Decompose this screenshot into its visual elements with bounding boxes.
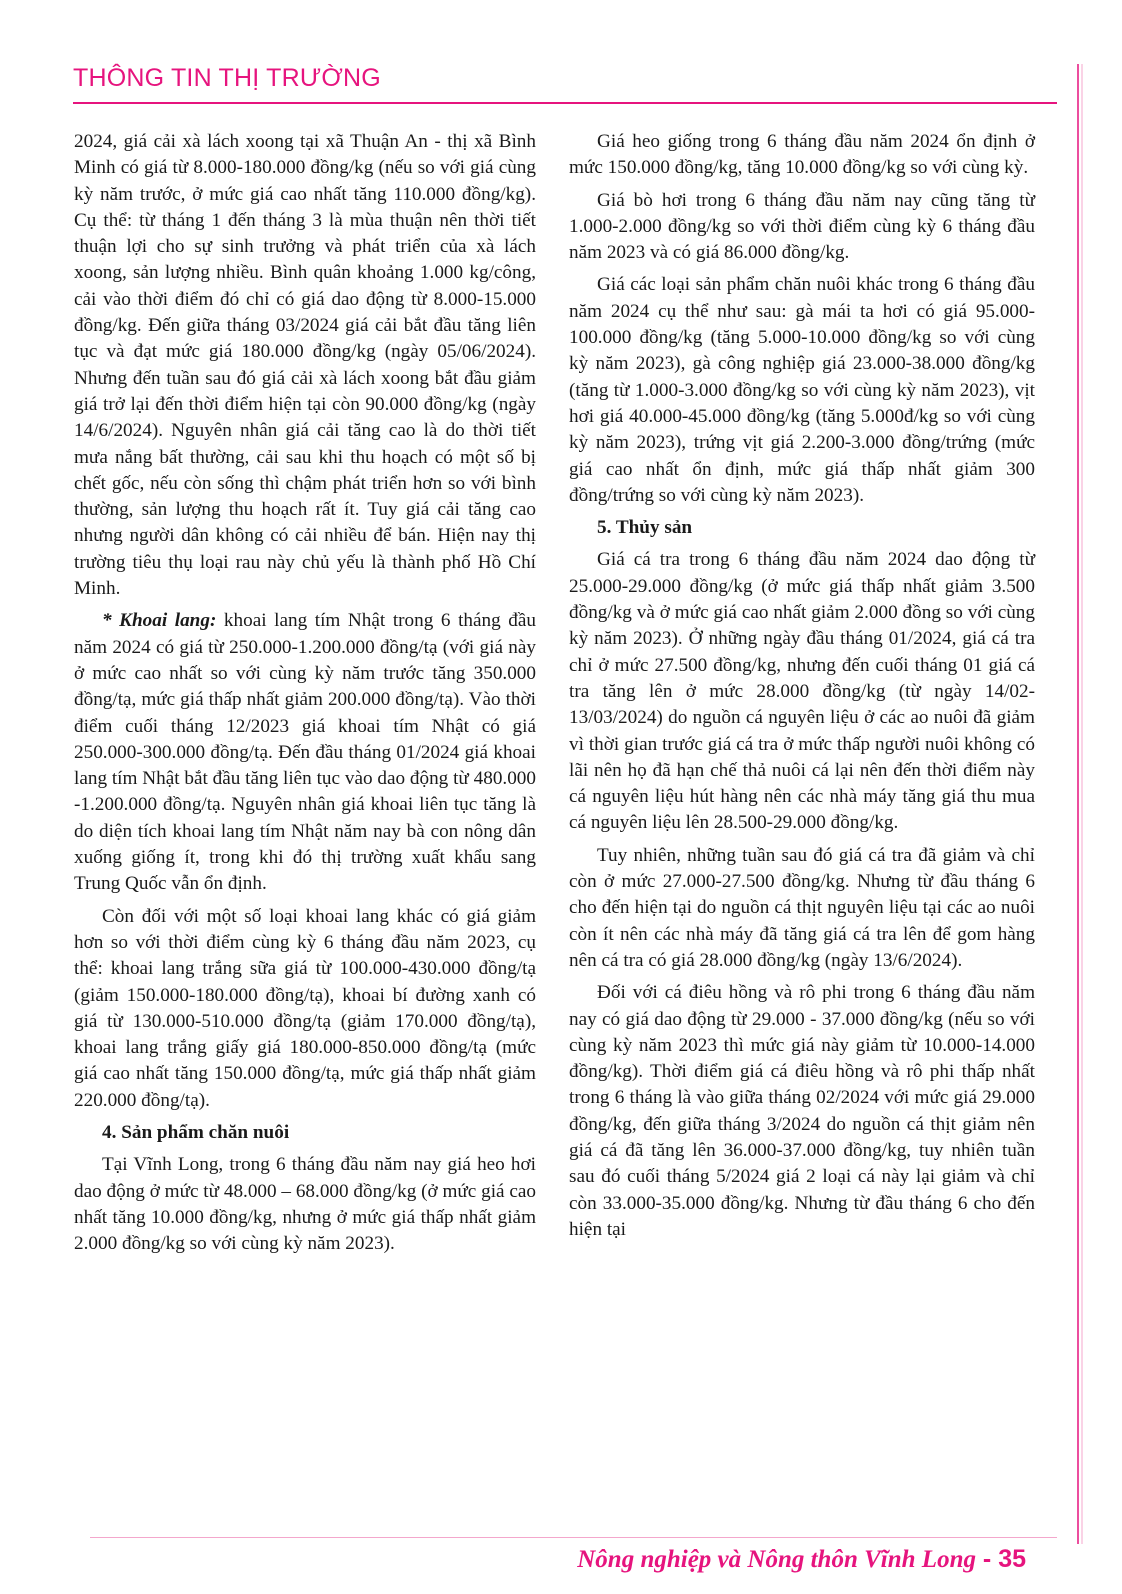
paragraph-khoai-lang <box>74 608 536 897</box>
heading-san-pham-chan-nuoi: 4. Sản phẩm chăn nuôi <box>102 1121 290 1143</box>
footer-divider <box>90 1537 1057 1538</box>
paragraph-ca-tra: Giá cá tra trong 6 tháng đầu năm 2024 dao động từ 25.000-29.000 đồng/kg (ở mức giá thấp nhất giảm 3.500 đồng/kg và ở mức giá cao nhất giảm 2.000 đồng so với cùng kỳ năm 2023). Ở những ngày đầu tháng 01/2024, giá cá tra chỉ ở mức 27.500 đồng/kg, nhưng đến cuối tháng 01 giá cá tra tăng lên ở mức 28.000 đồng/kg (từ ngày 14/02-13/03/2024) do nguồn cá nguyên liệu ở các ao nuôi đã giảm vì thời gian trước giá cá tra ở mức thấp người nuôi không có lãi nên họ đã hạn chế thả nuôi cá lại nên đến thời điểm này cá nguyên liệu hút hàng nên các nhà máy tăng giá thu mua cá nguyên liệu lên 28.500-29.000 đồng/kg. <box>569 549 1035 834</box>
section-title: THÔNG TIN THỊ TRƯỜNG <box>73 64 381 92</box>
page-footer <box>577 1545 1026 1574</box>
footer-separator: - <box>975 1545 999 1573</box>
paragraph-chan-nuoi-khac: Giá các loại sản phẩm chăn nuôi khác trong 6 tháng đầu năm 2024 cụ thể như sau: gà mái ta hơi có giá 95.000-100.000 đồng/kg (tăng 5.000-10.000 đồng/kg so với cùng kỳ năm 2023), gà công nghiệp giá 23.000-38.000 đồng/kg (tăng từ 1.000-3.000 đồng/kg so với cùng kỳ năm 2023), vịt hơi giá 40.000-45.000 đồng/kg (tăng 5.000đ/kg so với cùng kỳ năm 2023), trứng vịt giá 2.200-3.000 đồng/trứng (mức giá cao nhất ổn định, mức giá thấp nhất giảm 300 đồng/trứng so với cùng kỳ năm 2023). <box>569 274 1035 506</box>
right-margin-rule <box>1076 64 1084 1544</box>
page-number: 35 <box>998 1545 1026 1573</box>
left-column <box>74 129 536 1263</box>
publication-name: Nông nghiệp và Nông thôn Vĩnh Long <box>577 1546 976 1573</box>
right-column <box>569 129 1035 1249</box>
paragraph-xa-lach-xoong: 2024, giá cải xà lách xoong tại xã Thuận An - thị xã Bình Minh có giá từ 8.000-180.000 đồng/kg (nếu so với giá cùng kỳ năm trước, ở mức giá cao nhất tăng 110.000 đồng/kg). Cụ thể: từ tháng 1 đến tháng 3 là mùa thuận nên thời tiết thuận lợi cho sự sinh trưởng và phát triển của xà lách xoong, sản lượng nhiều. Bình quân khoảng 1.000 kg/công, cải vào thời điểm đó chỉ có giá dao động từ 8.000-15.000 đồng/kg. Đến giữa tháng 03/2024 giá cải bắt đầu tăng liên tục và đạt mức giá 180.000 đồng/kg (ngày 05/06/2024). Nhưng đến tuần sau đó giá cải xà lách xoong bắt đầu giảm giá trở lại đến thời điểm hiện tại còn 90.000 đồng/kg (ngày 14/6/2024). Nguyên nhân giá cải tăng cao là do thời tiết mưa nắng bất thường, cải sau khi thu hoạch có một số bị chết gốc, nếu còn sống thì chậm phát triển hơn so với bình thường, sản lượng thu hoạch rất ít. Tuy giá cải tăng cao nhưng người dân không có cải nhiều để bán. Hiện nay thị trường tiêu thụ loại rau này chủ yếu là thành phố Hồ Chí Minh. <box>74 131 536 600</box>
paragraph-dieu-hong-ro-phi: Đối với cá điêu hồng và rô phi trong 6 tháng đầu năm nay có giá dao động từ 29.000 - 37.000 đồng/kg (nếu so với cùng kỳ năm 2023 thì mức giá này giảm từ 10.000-14.000 đồng/kg). Thời điểm giá cá điêu hồng và rô phi thấp nhất trong 6 tháng là vào giữa tháng 02/2024 với mức giá 29.000 đồng/kg, đến giữa tháng 3/2024 do nguồn cá thịt giảm nên giá cá đã tăng lên 36.000-37.000 đồng/kg, tuy nhiên tuần sau đó cuối tháng 5/2024 giá 2 loại cá này lại giảm và chỉ còn 33.000-35.000 đồng/kg. Nhưng từ đầu tháng 6 cho đến hiện tại <box>569 982 1035 1240</box>
paragraph-heo-giong: Giá heo giống trong 6 tháng đầu năm 2024 ổn định ở mức 150.000 đồng/kg, tăng 10.000 đồng/kg so với cùng kỳ. <box>569 131 1035 179</box>
header-divider <box>73 102 1057 104</box>
heading-thuy-san: 5. Thủy sản <box>597 517 693 539</box>
khoai-lang-text: khoai lang tím Nhật trong 6 tháng đầu năm 2024 có giá từ 250.000-1.200.000 đồng/tạ (với giá này ở mức cao nhất so với cùng kỳ năm trước tăng 350.000 đồng/tạ, mức giá thấp nhất giảm 200.000 đồng/tạ). Vào thời điểm cuối tháng 12/2023 giá khoai tím Nhật có giá 250.000-300.000 đồng/tạ. Đến đầu tháng 01/2024 giá khoai lang tím Nhật bắt đầu tăng liên tục vào dao động từ 480.000 -1.200.000 đồng/tạ. Nguyên nhân giá khoai liên tục tăng là do diện tích khoai lang tím Nhật năm nay bà con nông dân xuống giống ít, trong khi đó thị trường xuất khẩu sang Trung Quốc vẫn ổn định. <box>74 610 536 895</box>
paragraph-heo-hoi: Tại Vĩnh Long, trong 6 tháng đầu năm nay giá heo hơi dao động ở mức từ 48.000 – 68.000 đồng/kg (ở mức giá cao nhất tăng 10.000 đồng/kg, nhưng ở mức giá thấp nhất giảm 2.000 đồng/kg so với cùng kỳ năm 2023). <box>74 1154 536 1255</box>
paragraph-bo-hoi: Giá bò hơi trong 6 tháng đầu năm nay cũng tăng từ 1.000-2.000 đồng/kg so với thời điểm cùng kỳ 6 tháng đầu năm 2023 và có giá 86.000 đồng/kg. <box>569 189 1035 264</box>
paragraph-ca-tra-later: Tuy nhiên, những tuần sau đó giá cá tra đã giảm và chỉ còn ở mức 27.000-27.500 đồng/kg. Nhưng từ đầu tháng 6 cho đến hiện tại do nguồn cá thịt nguyên liệu tại các ao nuôi còn ít nên các nhà máy đã tăng giá cá tra lên để gom hàng nên cá tra có giá 28.000 đồng/kg (ngày 13/6/2024). <box>569 844 1035 971</box>
paragraph-khoai-lang-other: Còn đối với một số loại khoai lang khác có giá giảm hơn so với thời điểm cùng kỳ 6 tháng đầu năm 2023, cụ thể: khoai lang trắng sữa giá từ 100.000-430.000 đồng/tạ (giảm 150.000-180.000 đồng/tạ), khoai bí đường xanh có giá từ 130.000-510.000 đồng/tạ (giảm 170.000 đồng/tạ), khoai lang trắng giấy giá 180.000-850.000 đồng/tạ (mức giá cao nhất tăng 150.000 đồng/tạ, mức giá thấp nhất giảm 220.000 đồng/tạ). <box>74 905 536 1111</box>
khoai-lang-term: * Khoai lang: <box>102 610 217 632</box>
